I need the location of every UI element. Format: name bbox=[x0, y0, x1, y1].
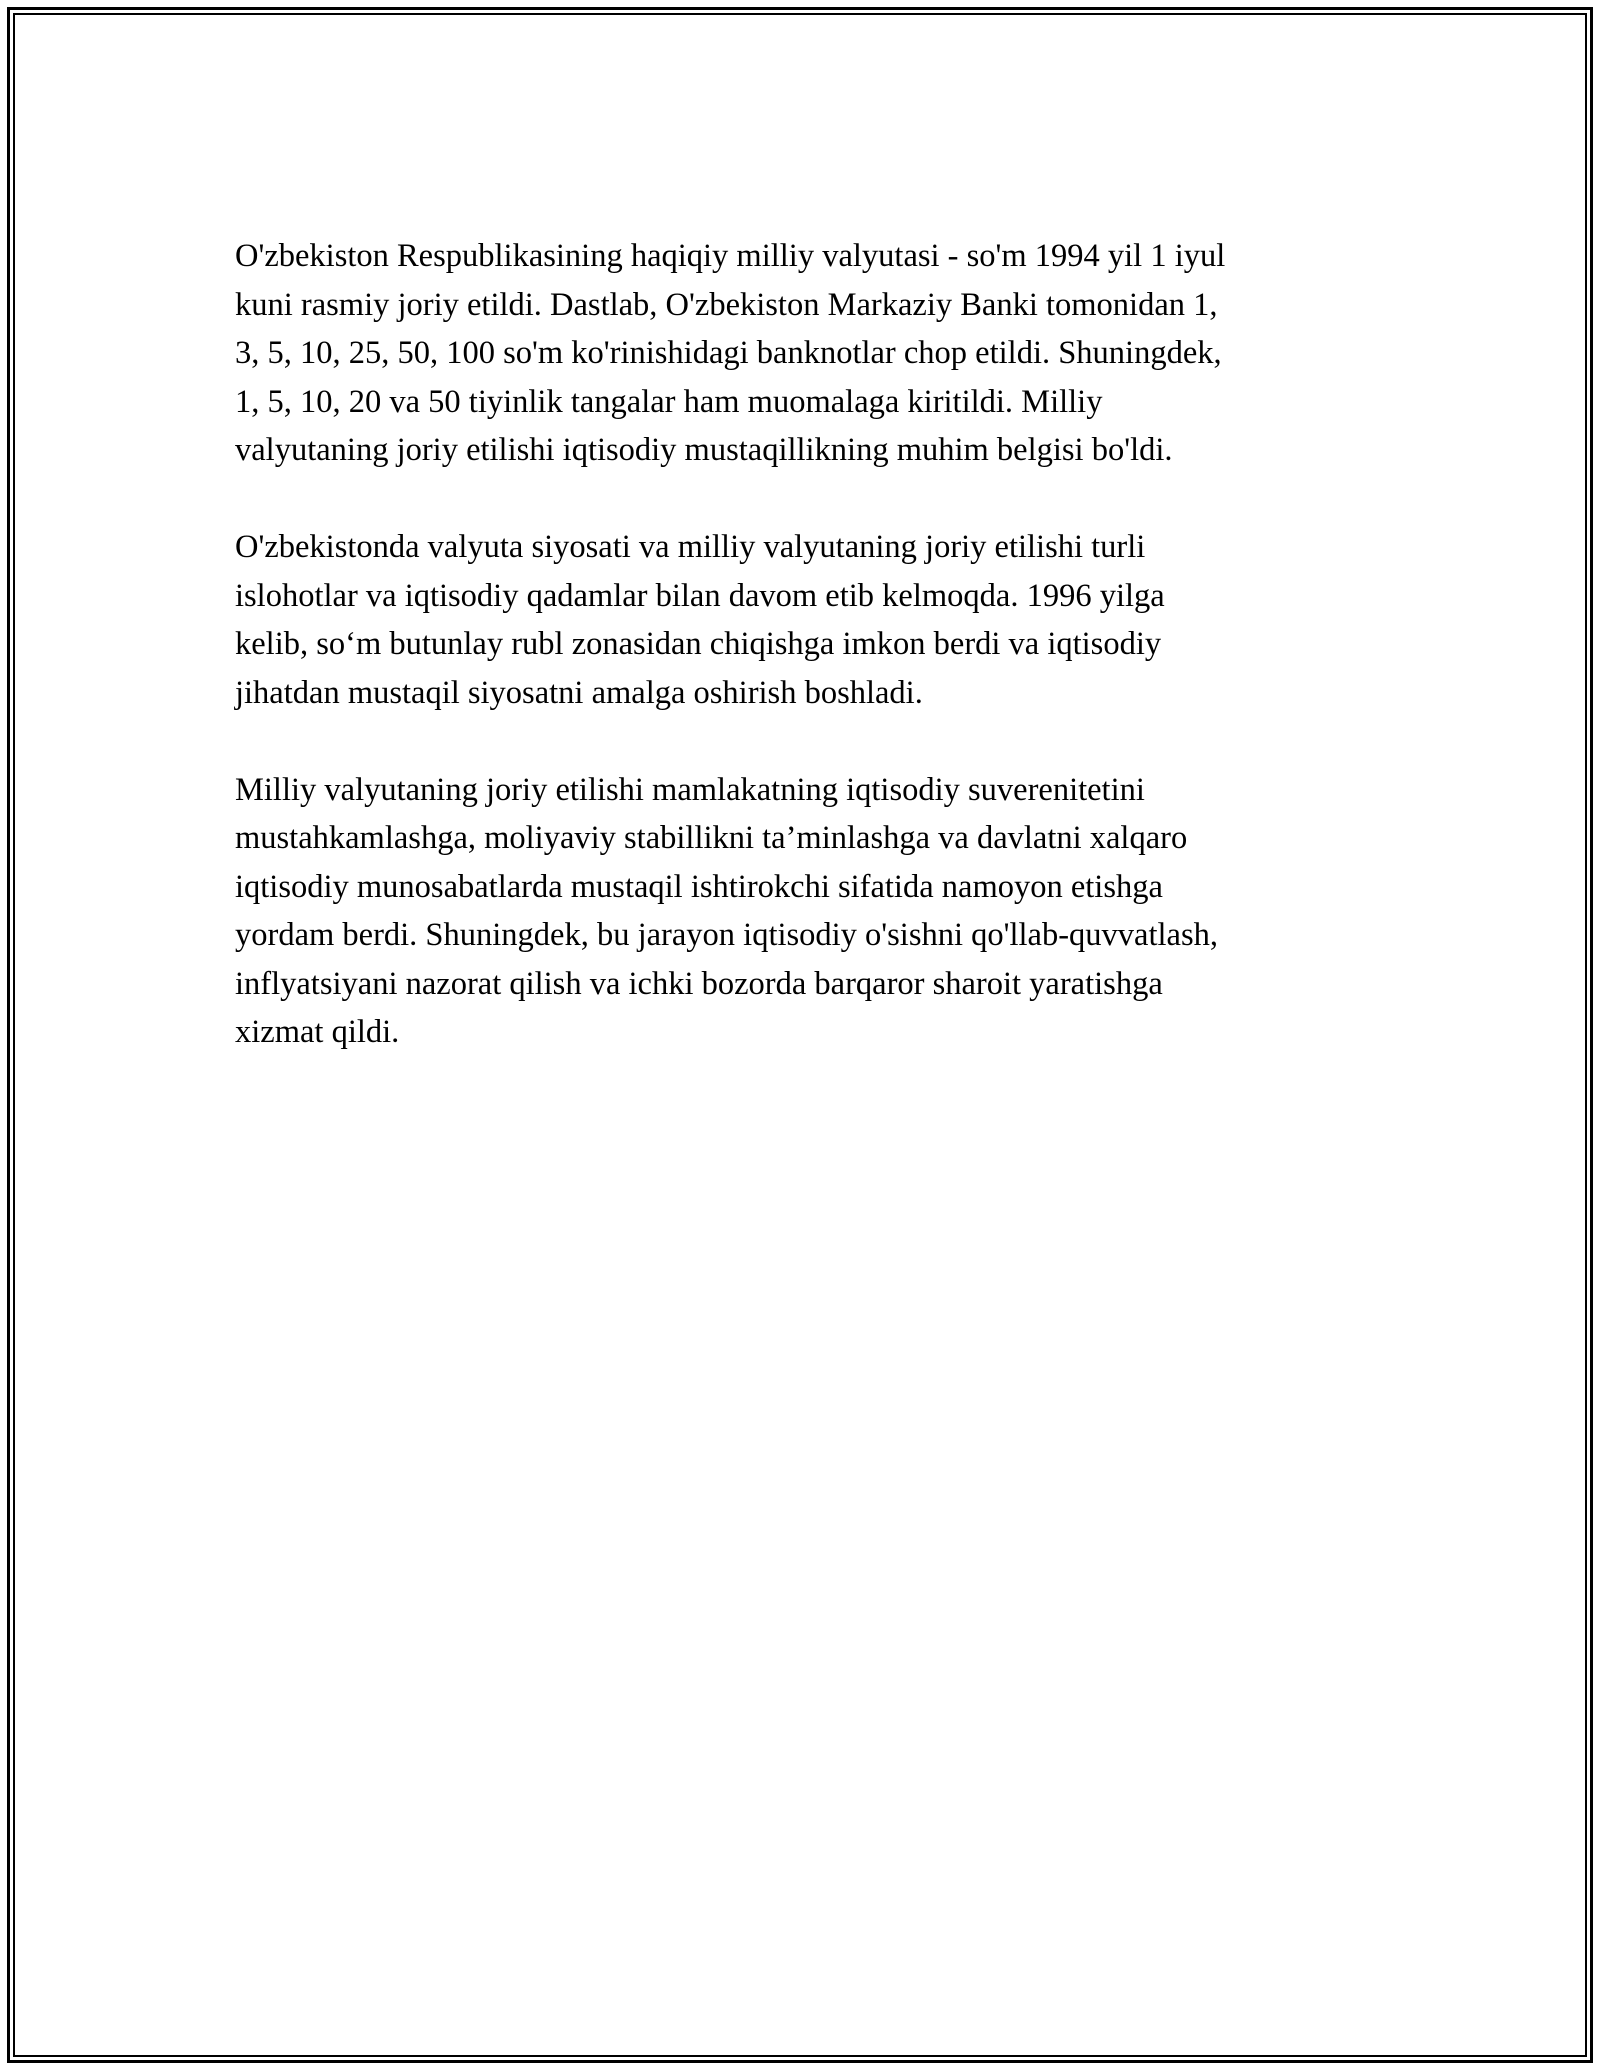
text-line: kelib, so‘m butunlay rubl zonasidan chiqishga imkon berdi va iqtisodiy bbox=[235, 626, 1162, 662]
paragraph-2 bbox=[235, 523, 1375, 717]
text-line: mustahkamlashga, moliyaviy stabillikni ta’minlashga va davlatni xalqaro bbox=[235, 820, 1188, 856]
paragraph-3 bbox=[235, 766, 1375, 1057]
text-line: islohotlar va iqtisodiy qadamlar bilan davom etib kelmoqda. 1996 yilga bbox=[235, 577, 1165, 614]
text-line: 1, 5, 10, 20 va 50 tiyinlik tangalar ham muomalaga kiritildi. Milliy bbox=[235, 383, 1103, 420]
text-line: kuni rasmiy joriy etildi. Dastlab, O'zbekiston Markaziy Banki tomonidan 1, bbox=[235, 286, 1218, 323]
text-line: iqtisodiy munosabatlarda mustaqil ishtirokchi sifatida namoyon etishga bbox=[235, 868, 1163, 905]
text-line: inflyatsiyani nazorat qilish va ichki bozorda barqaror sharoit yaratishga bbox=[235, 965, 1163, 1002]
text-line: jihatdan mustaqil siyosatni amalga oshirish boshladi. bbox=[235, 674, 923, 711]
text-line: Milliy valyutaning joriy etilishi mamlakatning iqtisodiy suverenitetini bbox=[235, 771, 1145, 808]
text-line: O'zbekistonda valyuta siyosati va milliy valyutaning joriy etilishi turli bbox=[235, 529, 1146, 565]
paragraph-1 bbox=[235, 232, 1375, 475]
document-body bbox=[235, 232, 1375, 1105]
text-line: xizmat qildi. bbox=[235, 1014, 400, 1050]
text-line: O'zbekiston Respublikasining haqiqiy milliy valyutasi - so'm 1994 yil 1 iyul bbox=[235, 238, 1226, 274]
text-line: 3, 5, 10, 25, 50, 100 so'm ko'rinishidagi banknotlar chop etildi. Shuningdek, bbox=[235, 335, 1222, 371]
text-line: valyutaning joriy etilishi iqtisodiy mustaqillikning muhim belgisi bo'ldi. bbox=[235, 432, 1173, 468]
text-line: yordam berdi. Shuningdek, bu jarayon iqtisodiy o'sishni qo'llab-quvvatlash, bbox=[235, 917, 1218, 953]
